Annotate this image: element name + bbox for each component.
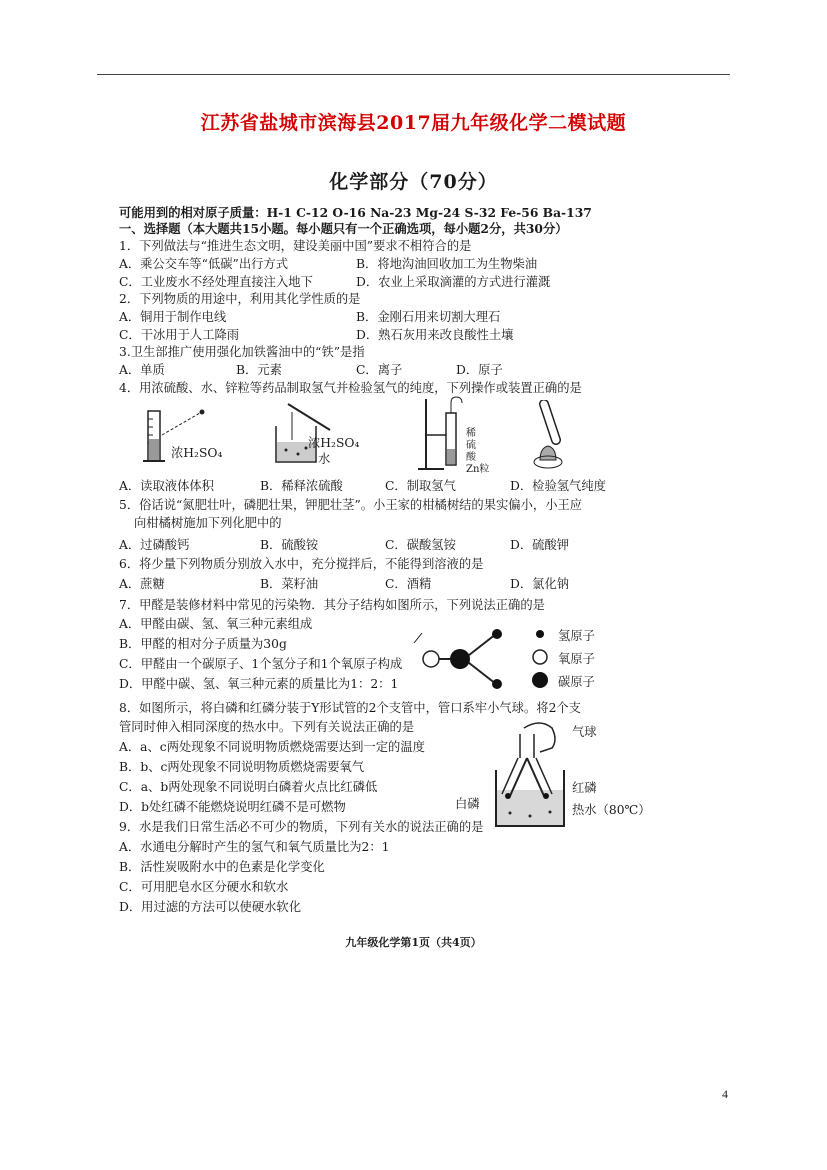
- q8-option-d: D．b处红磷不能燃烧说明红磷不是可燃物: [119, 800, 346, 814]
- q2-option-a: A．铜用于制作电线: [119, 310, 227, 324]
- q5-option-a: A．过磷酸钙: [119, 538, 190, 552]
- q3-option-c: C．离子: [356, 363, 403, 377]
- q6-option-b: B．菜籽油: [260, 577, 319, 591]
- section-title: 化学部分（70分）: [329, 171, 498, 193]
- q1-option-a: A．乘公交车等“低碳”出行方式: [119, 257, 289, 271]
- q8-option-c: C．a、b两处现象不同说明白磷着火点比红磷低: [119, 780, 378, 794]
- q1-stem: 1．下列做法与“推进生态文明，建设美丽中国”要求不相符合的是: [119, 239, 472, 253]
- q5-stem-line1: 5．俗话说“氮肥壮叶，磷肥壮果，钾肥壮茎”。小王家的柑橘树结的果实偏小，小王应: [119, 498, 583, 512]
- q2-stem: 2．下列物质的用途中，利用其化学性质的是: [119, 292, 361, 306]
- q3-stem: 3.卫生部推广使用强化加铁酱油中的“铁”是指: [119, 345, 365, 359]
- q4-figure-d-test-tube: [528, 400, 578, 472]
- q6-option-c: C．酒精: [385, 577, 432, 591]
- q4-option-b: B．稀释浓硫酸: [260, 479, 343, 493]
- q7-option-b: B．甲醛的相对分子质量为30g: [119, 637, 287, 651]
- q7-legend-symbols: [532, 626, 554, 696]
- q2-option-b: B．金刚石用来切割大理石: [356, 310, 501, 324]
- q5-stem-line2: 向柑橘树施加下列化肥中的: [134, 516, 282, 530]
- q4-option-c: C．制取氢气: [385, 479, 456, 493]
- q8-stem-line2: 管同时伸入相同深度的热水中。下列有关说法正确的是: [119, 720, 415, 734]
- q9-option-c: C．可用肥皂水区分硬水和软水: [119, 880, 289, 894]
- part-one-heading: 一、选择题（本大题共15小题。每小题只有一个正确选项，每小题2分，共30分）: [119, 221, 568, 236]
- q8-option-b: B．b、c两处现象不同说明物质燃烧需要氧气: [119, 760, 365, 774]
- q3-option-b: B．元素: [236, 363, 282, 377]
- q8-label-hot-water: 热水（80℃）: [572, 803, 651, 817]
- q4-stem: 4．用浓硫酸、水、锌粒等药品制取氢气并检验氢气的纯度，下列操作或装置正确的是: [119, 381, 582, 395]
- q6-option-d: D．氯化钠: [510, 577, 570, 591]
- q8-y-tube-apparatus: [480, 718, 580, 830]
- q4-fig-c-label-4: Zn粒: [466, 464, 490, 475]
- q4-option-d: D．检验氢气纯度: [510, 479, 606, 493]
- q9-option-b: B．活性炭吸附水中的色素是化学变化: [119, 860, 325, 874]
- q3-option-a: A．单质: [119, 363, 165, 377]
- q4-fig-a-label: 浓H₂SO₄: [171, 446, 223, 460]
- q4-fig-b-label-water: 水: [318, 452, 331, 466]
- q8-label-red-phosphorus: 红磷: [572, 781, 597, 795]
- q2-option-d: D．熟石灰用来改良酸性土壤: [356, 328, 514, 342]
- q7-legend-oxygen: 氧原子: [558, 652, 595, 666]
- page-footer: 九年级化学第1页（共4页）: [345, 936, 482, 949]
- q7-legend-carbon: 碳原子: [558, 675, 595, 689]
- q7-option-c: C．甲醛由一个碳原子、1个氢分子和1个氧原子构成: [119, 657, 403, 671]
- q1-option-b: B．将地沟油回收加工为生物柴油: [356, 257, 538, 271]
- q7-option-a: A．甲醛由碳、氢、氧三种元素组成: [119, 617, 313, 631]
- q8-label-balloon: 气球: [572, 725, 597, 739]
- q2-option-c: C．干冰用于人工降雨: [119, 328, 240, 342]
- q1-option-c: C．工业废水不经处理直接注入地下: [119, 275, 313, 289]
- q8-option-a: A．a、c两处现象不同说明物质燃烧需要达到一定的温度: [119, 740, 425, 754]
- q7-option-d: D．甲醛中碳、氢、氧三种元素的质量比为1：2：1: [119, 677, 399, 691]
- page-number: 4: [722, 1087, 728, 1101]
- q4-fig-b-label-acid: 浓H₂SO₄: [308, 436, 360, 450]
- q1-option-d: D．农业上采取滴灌的方式进行灌溉: [356, 275, 551, 289]
- q9-option-d: D．用过滤的方法可以使硬水软化: [119, 900, 302, 914]
- atomic-mass-line: 可能用到的相对原子质量：H-1 C-12 O-16 Na-23 Mg-24 S-32 Fe-56 Ba-137: [119, 205, 592, 220]
- document-title: 江苏省盐城市滨海县2017届九年级化学二模试题: [200, 112, 627, 134]
- q7-legend-hydrogen: 氢原子: [558, 629, 595, 643]
- q5-option-d: D．硫酸钾: [510, 538, 570, 552]
- q6-option-a: A．蔗糖: [119, 577, 165, 591]
- q3-option-d: D．原子: [456, 363, 503, 377]
- q7-stem: 7．甲醛是装修材料中常见的污染物．其分子结构如图所示，下列说法正确的是: [119, 598, 545, 612]
- q9-stem: 9．水是我们日常生活必不可少的物质，下列有关水的说法正确的是: [119, 820, 484, 834]
- q4-fig-c-label-2: 硫: [466, 440, 476, 451]
- q4-option-a: A．读取液体体积: [119, 479, 214, 493]
- q4-fig-c-label-3: 酸: [466, 452, 476, 463]
- q6-stem: 6．将少量下列物质分别放入水中，充分搅拌后，不能得到溶液的是: [119, 557, 484, 571]
- q9-option-a: A．水通电分解时产生的氢气和氧气质量比为2：1: [119, 840, 390, 854]
- q7-formaldehyde-molecule: [404, 628, 534, 698]
- q4-fig-c-label-1: 稀: [466, 428, 476, 439]
- q5-option-b: B．硫酸铵: [260, 538, 319, 552]
- q8-label-white-phosphorus: 白磷: [455, 797, 480, 811]
- header-rule: [97, 74, 730, 75]
- q5-option-c: C．碳酸氢铵: [385, 538, 456, 552]
- q8-stem-line1: 8．如图所示，将白磷和红磷分装于Y形试管的2个支管中，管口系牢小气球。将2个支: [119, 701, 581, 715]
